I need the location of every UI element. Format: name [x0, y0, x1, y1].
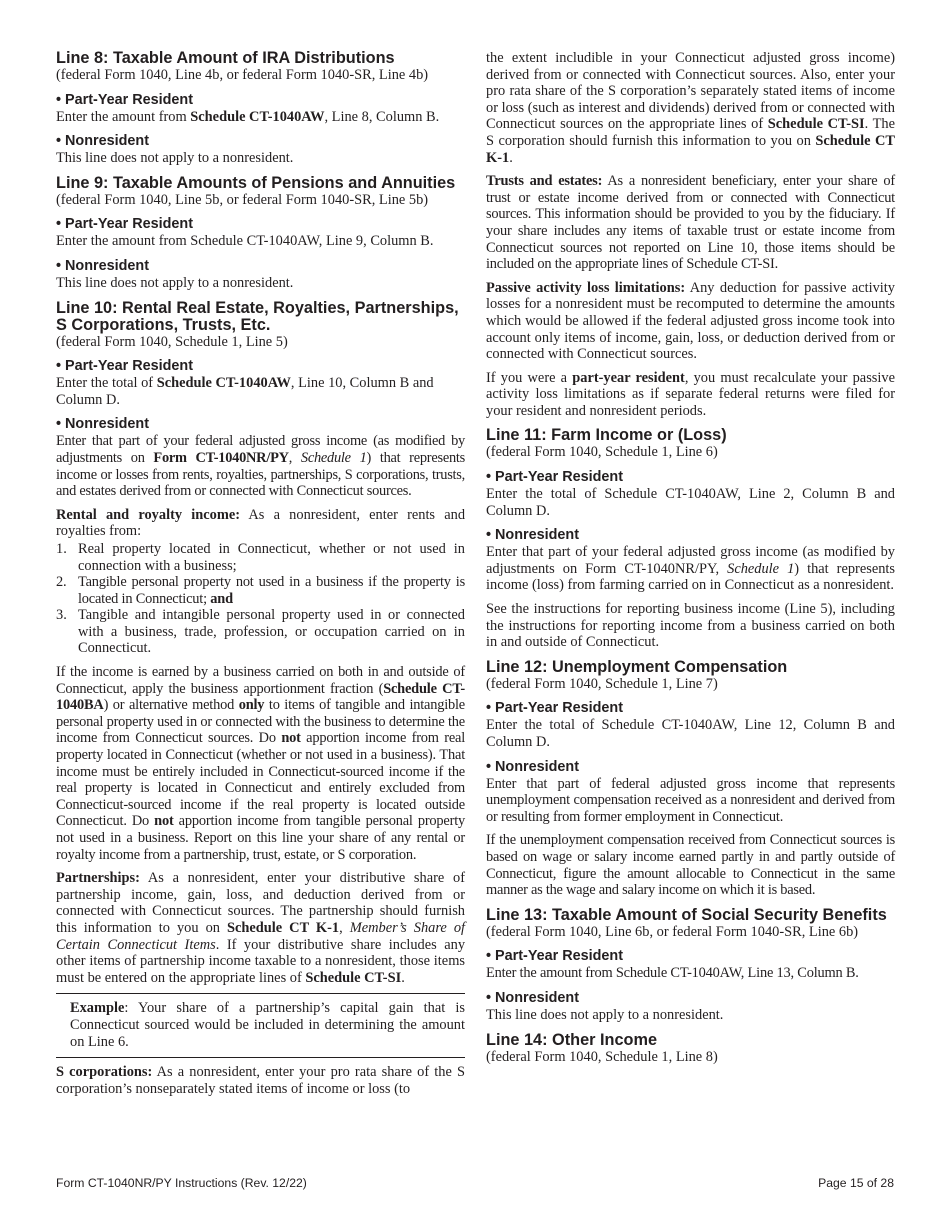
line-14-heading: Line 14: Other Income	[486, 1030, 657, 1049]
part-year-passive-paragraph: If you were a part-year resident, you must recalculate your passive activity loss limitations as if separate federal returns were filed for your resident and nonresident periods.	[486, 369, 895, 419]
line-11-part-year-label: • Part-Year Resident	[486, 469, 624, 486]
line-13-nonresident-text: This line does not apply to a nonresident.	[486, 1006, 724, 1023]
line-12-heading: Line 12: Unemployment Compensation	[486, 657, 788, 676]
line-10-nonresident-label: • Nonresident	[56, 416, 149, 433]
line-8-heading: Line 8: Taxable Amount of IRA Distributions	[56, 49, 395, 67]
line-10-part-year-text: Enter the total of Schedule CT-1040AW, Line 10, Column B and Column D.	[56, 375, 434, 408]
example-box: Example: Your share of a partnership’s capital gain that is Connecticut sourced would be included in determining the amount on Line 6.	[56, 993, 465, 1058]
footer-page-number: Page 15 of 28	[818, 1176, 894, 1190]
line-9-heading: Line 9: Taxable Amounts of Pensions and Annuities	[56, 173, 456, 192]
line-12-nonresident-label: • Nonresident	[486, 758, 579, 775]
line-12-part-year-label: • Part-Year Resident	[486, 700, 624, 717]
line-9-part-year-label: • Part-Year Resident	[56, 216, 194, 233]
line-13-nonresident-label: • Nonresident	[486, 989, 579, 1006]
left-column	[56, 50, 465, 1104]
line-8-nonresident-text: This line does not apply to a nonresident.	[56, 150, 294, 167]
rental-royalty-paragraph: Rental and royalty income: As a nonresident, enter rents and royalties from:	[56, 506, 466, 540]
line-12-subtitle: (federal Form 1040, Schedule 1, Line 7)	[486, 675, 718, 692]
line-11-nonresident-text: Enter that part of your federal adjusted gross income (as modified by adjustments on Form CT-1040NR/PY, Schedule 1) that represents income (loss) from farming carried on in Connecticut as a nonresident.	[486, 544, 896, 594]
line-8-part-year-label: • Part-Year Resident	[56, 91, 194, 108]
line-9-part-year-text: Enter the amount from Schedule CT-1040AW, Line 9, Column B.	[56, 233, 434, 250]
line-9-nonresident-text: This line does not apply to a nonresident.	[56, 274, 294, 291]
line-11-see-text: See the instructions for reporting business income (Line 5), including the instructions for reporting income from a business carried on both in and outside of Connecticut.	[486, 601, 895, 651]
trusts-estates-paragraph: Trusts and estates: As a nonresident beneficiary, enter your share of trust or estate income derived from or connected with Connecticut sources. This information should be provided to you by the fiduciary. If your share includes any items of taxable trust or estate income from Connecticut sources not reported on Line 10, those items should be included on the appropriate lines of Schedule CT-SI.	[486, 173, 895, 273]
line-10-heading: Line 10: Rental Real Estate, Royalties, Partnerships, S Corporations, Trusts, Etc.	[56, 298, 459, 334]
s-corporations-paragraph: S corporations: As a nonresident, enter your pro rata share of the S corporation’s nonseparately stated items of income or loss (to	[56, 1064, 465, 1097]
line-8-part-year-text: Enter the amount from Schedule CT-1040AW, Line 8, Column B.	[56, 108, 440, 125]
list-item: 1. Real property located in Connecticut, whether or not used in connection with a business;	[56, 540, 465, 574]
passive-activity-paragraph: Passive activity loss limitations: Any deduction for passive activity losses for a nonresident must be recomputed to determine the amounts which would be allowed if the federal adjusted gross income took into account only items of income, gain, loss, or deduction derived from or connected with Connecticut sources.	[486, 279, 896, 363]
line-13-heading: Line 13: Taxable Amount of Social Security Benefits	[486, 905, 887, 924]
s-corporations-continued: the extent includible in your Connecticut adjusted gross income) derived from or connected with Connecticut sources. Also, enter your pro rata share of the S corporation’s separately stated items of income or loss (such as interest and dividends) derived from or connected with Connecticut sources on the appropriate lines of Schedule CT-SI. The S corporation should furnish this information to you on Schedule CT K-1.	[486, 50, 895, 166]
line-10-nonresident-text: Enter that part of your federal adjusted gross income (as modified by adjustments on Form CT-1040NR/PY, Schedule 1) that represents income or losses from rents, royalties, partnerships, S corporations, trusts, and estates derived from or connected with Connecticut sources.	[56, 433, 466, 500]
line-8-nonresident-label: • Nonresident	[56, 133, 149, 150]
line-13-part-year-label: • Part-Year Resident	[486, 948, 624, 965]
line-11-nonresident-label: • Nonresident	[486, 527, 579, 544]
line-12-nonresident-text: Enter that part of federal adjusted gross income that represents unemployment compensation received as a nonresident and derived from or resulting from former employment in Connecticut.	[486, 775, 895, 825]
footer-form-title: Form CT-1040NR/PY Instructions (Rev. 12/22)	[56, 1176, 307, 1190]
list-item: 2. Tangible personal property not used in a business if the property is located in Connecticut; and	[56, 574, 465, 607]
line-11-heading: Line 11: Farm Income or (Loss)	[486, 426, 727, 445]
right-column	[486, 50, 895, 1073]
line-8-subtitle: (federal Form 1040, Line 4b, or federal Form 1040-SR, Line 4b)	[56, 67, 429, 83]
line-11-part-year-text: Enter the total of Schedule CT-1040AW, Line 2, Column B and Column D.	[486, 486, 895, 519]
line-9-subtitle: (federal Form 1040, Line 5b, or federal Form 1040-SR, Line 5b)	[56, 191, 429, 208]
line-9-nonresident-label: • Nonresident	[56, 257, 149, 274]
rental-royalty-list	[56, 541, 465, 657]
line-14-subtitle: (federal Form 1040, Schedule 1, Line 8)	[486, 1048, 718, 1065]
business-apportionment-paragraph: If the income is earned by a business carried on both in and outside of Connecticut, apply the business apportionment fraction (Schedule CT-1040BA) or alternative method only to items of tangible and intangible personal property used in or connected with the business to determine the income from Connecticut sources. Do not apportion income from real property located in Connecticut (whether or not used in a business). That income must be entirely included in Connecticut-sourced income if the real property is located in Connecticut and entirely excluded from Connecticut-sourced income if the real property is located outside Connecticut. Do not apportion income from tangible personal property not used in a business. Report on this line your share of any rental or royalty income from a partnership, trust, estate, or S corporation.	[56, 664, 465, 863]
line-11-subtitle: (federal Form 1040, Schedule 1, Line 6)	[486, 444, 718, 461]
list-item: 3. Tangible and intangible personal property used in or connected with a business, trade, profession, or occupation carried on in Connecticut.	[56, 607, 465, 657]
line-10-part-year-label: • Part-Year Resident	[56, 358, 194, 375]
partnerships-paragraph: Partnerships: As a nonresident, enter your distributive share of partnership income, gain, loss, and deduction derived from or connected with Connecticut sources. The partnership should furnish this information to you on Schedule CT K-1, Member’s Share of Certain Connecticut Items. If your distributive share includes any other items of partnership income taxable to a nonresident, those items must be entered on the appropriate lines of Schedule CT-SI.	[56, 870, 466, 986]
line-13-part-year-text: Enter the amount from Schedule CT-1040AW, Line 13, Column B.	[486, 965, 859, 982]
line-13-subtitle: (federal Form 1040, Line 6b, or federal Form 1040-SR, Line 6b)	[486, 923, 859, 940]
line-12-if-text: If the unemployment compensation received from Connecticut sources is based on wage or salary income earned partly in and partly outside of Connecticut, figure the amount allocable to Connecticut in the same manner as the wage and salary income on which it is based.	[486, 832, 895, 899]
line-12-part-year-text: Enter the total of Schedule CT-1040AW, Line 12, Column B and Column D.	[486, 717, 895, 750]
line-10-subtitle: (federal Form 1040, Schedule 1, Line 5)	[56, 333, 288, 350]
